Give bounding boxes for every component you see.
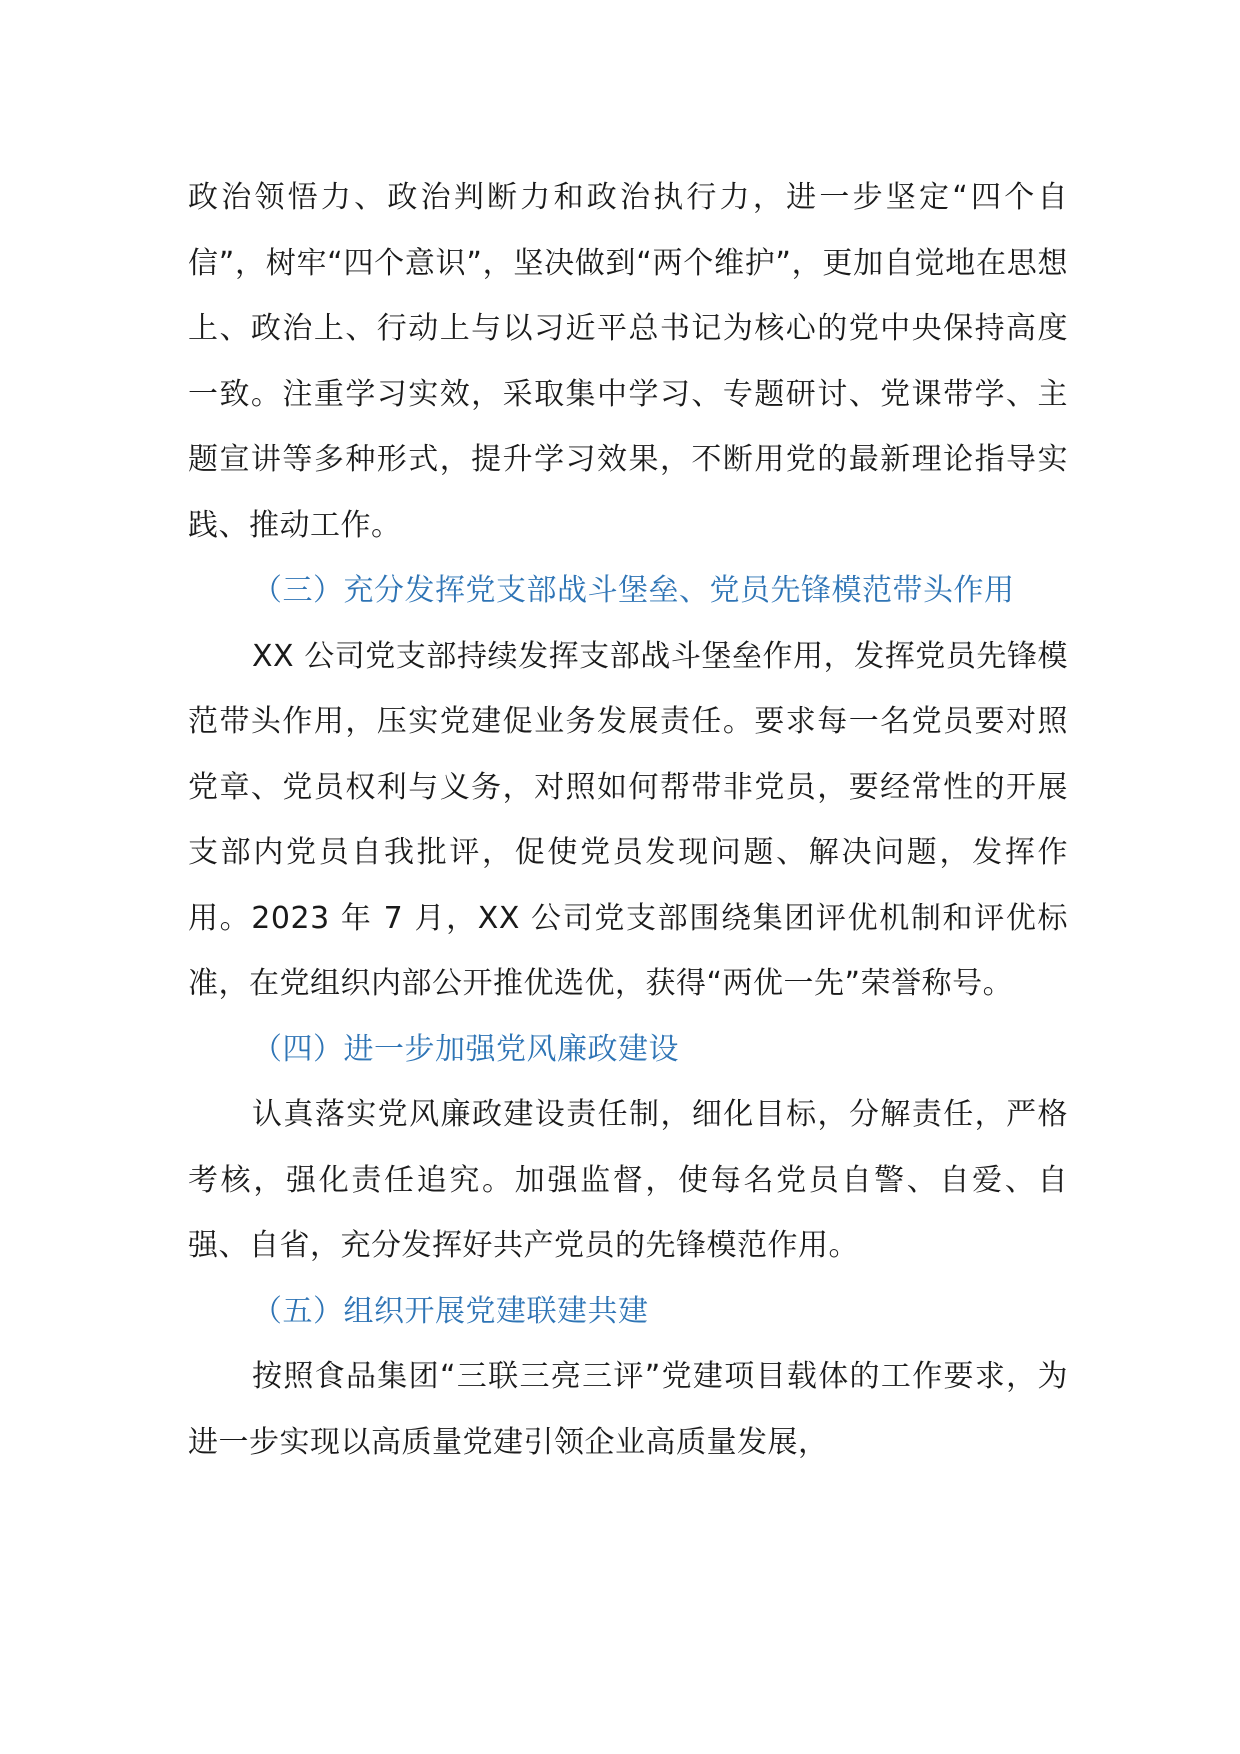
section-heading-5: （五）组织开展党建联建共建 xyxy=(252,1293,649,1329)
section-heading-3: （三）充分发挥党支部战斗堡垒、党员先锋模范带头作用 xyxy=(252,573,1015,608)
section-heading-4: （四）进一步加强党风廉政建设 xyxy=(252,1031,679,1067)
document-body xyxy=(188,165,1068,1475)
paragraph-integrity: 认真落实党风廉政建设责任制，细化目标，分解责任，严格考核，强化责任追究。加强监督，使每名党员自警、自爱、自强、自省，充分发挥好共产党员的先锋模范作用。 xyxy=(188,1097,1068,1263)
paragraph-branch-role: XX 公司党支部持续发挥支部战斗堡垒作用，发挥党员先锋模范带头作用，压实党建促业务发展责任。要求每一名党员要对照党章、党员权利与义务，对照如何帮带非党员，要经常性的开展支部内党员自我批评，促使党员发现问题、解决问题，发挥作用。2023 年 7 月，XX 公司党支部围绕集团评优机制和评优标准，在党组织内部公开推优选优，获得“两优一先”荣誉称号。 xyxy=(188,638,1068,1001)
paragraph-joint-building: 按照食品集团“三联三亮三评”党建项目载体的工作要求，为进一步实现以高质量党建引领企业高质量发展， xyxy=(188,1359,1068,1460)
paragraph-political-study: 政治领悟力、政治判断力和政治执行力，进一步坚定“四个自信”，树牢“四个意识”，坚决做到“两个维护”，更加自觉地在思想上、政治上、行动上与以习近平总书记为核心的党中央保持高度一致。注重学习实效，采取集中学习、专题研讨、党课带学、主题宣讲等多种形式，提升学习效果，不断用党的最新理论指导实践、推动工作。 xyxy=(188,180,1068,543)
